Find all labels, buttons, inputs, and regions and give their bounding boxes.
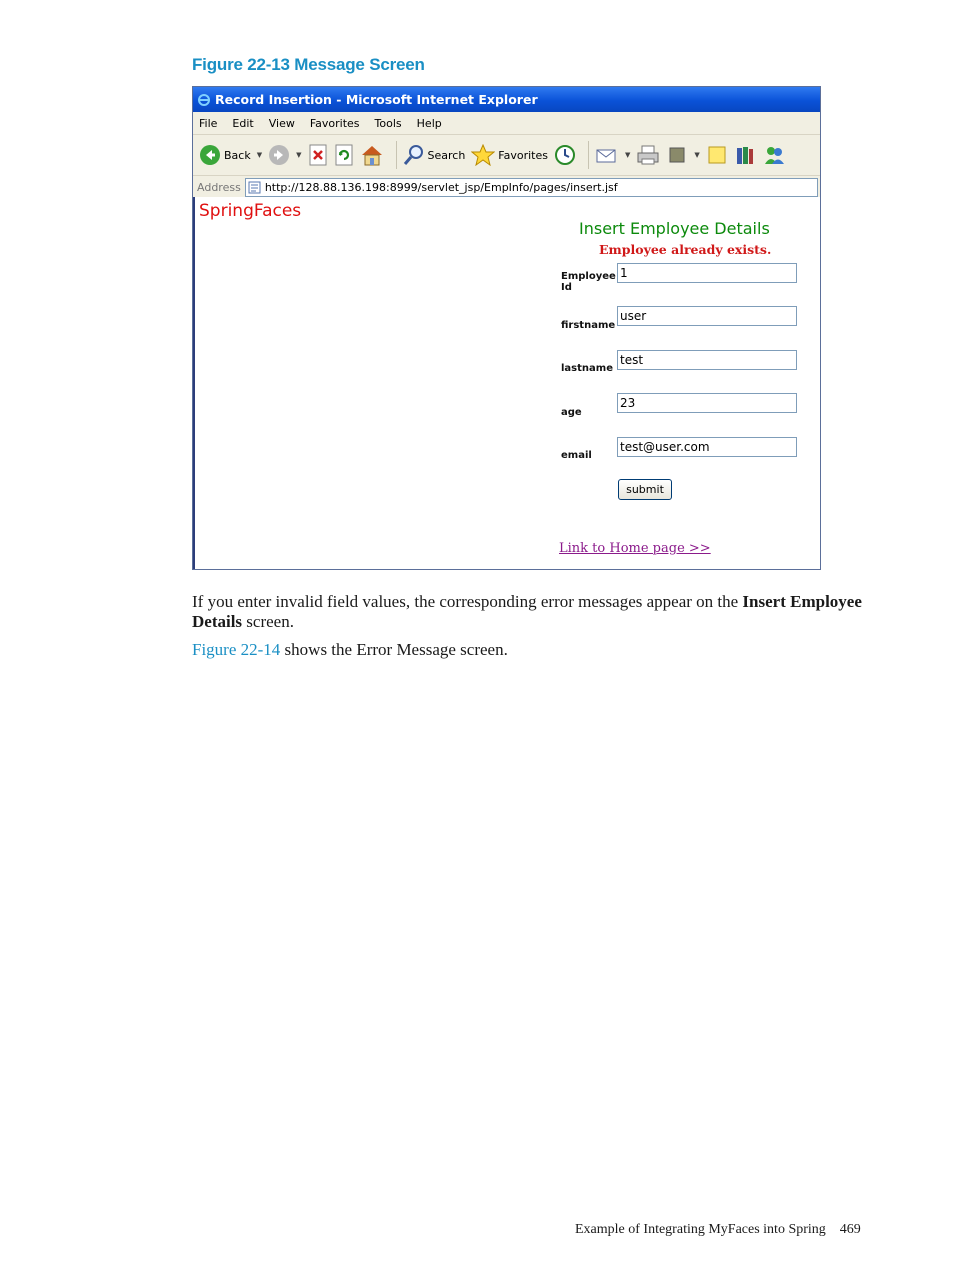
menu-bar <box>193 112 820 135</box>
refresh-button[interactable] <box>334 144 354 166</box>
back-dropdown-icon[interactable]: ▼ <box>256 151 263 159</box>
back-arrow-icon <box>199 144 221 166</box>
history-button[interactable] <box>554 144 576 166</box>
back-label: Back <box>224 148 251 162</box>
printer-icon <box>636 144 660 166</box>
research-books-icon <box>734 144 756 166</box>
mail-dropdown-icon[interactable]: ▼ <box>625 151 631 159</box>
edit-dropdown-icon[interactable]: ▼ <box>694 151 700 159</box>
favorites-label: Favorites <box>498 148 548 162</box>
refresh-icon <box>334 144 354 166</box>
forward-button[interactable] <box>268 144 290 166</box>
research-button[interactable] <box>734 144 756 166</box>
back-button[interactable] <box>199 144 251 166</box>
menu-favorites[interactable]: Favorites <box>309 116 360 130</box>
para1-bold: Insert Employee Details <box>192 592 862 631</box>
address-label: Address <box>197 180 241 194</box>
mail-icon <box>595 144 619 166</box>
para2-text: shows the Error Message screen. <box>280 640 508 659</box>
brand-title: SpringFaces <box>199 201 302 221</box>
field-label-firstname: firstname <box>561 320 616 331</box>
search-label: Search <box>427 148 466 162</box>
edit-icon <box>666 144 688 166</box>
menu-view[interactable]: View <box>268 116 295 130</box>
toolbar <box>193 135 820 176</box>
print-button[interactable] <box>636 144 660 166</box>
field-label-line: Id <box>561 282 572 293</box>
favorites-button[interactable] <box>471 144 548 166</box>
window-titlebar <box>193 87 820 112</box>
employee-id-input[interactable]: 1 <box>617 263 797 283</box>
address-bar <box>193 176 820 199</box>
field-label-age: age <box>561 407 582 418</box>
toolbar-separator <box>396 141 397 169</box>
field-label-email: email <box>561 450 592 461</box>
email-input[interactable]: test@user.com <box>617 437 797 457</box>
firstname-input[interactable]: user <box>617 306 797 326</box>
search-button[interactable] <box>403 144 466 166</box>
menu-help[interactable]: Help <box>416 116 442 130</box>
messenger-button[interactable] <box>762 144 786 166</box>
browser-screenshot <box>192 86 821 570</box>
home-icon <box>360 144 384 166</box>
stop-button[interactable] <box>308 144 328 166</box>
search-icon <box>403 144 425 166</box>
mail-button[interactable] <box>595 144 619 166</box>
star-icon <box>471 144 495 166</box>
address-input[interactable] <box>245 178 818 197</box>
edit-button[interactable] <box>666 144 688 166</box>
page-icon <box>248 181 261 194</box>
toolbar-separator <box>588 141 589 169</box>
field-label-employee-id <box>561 271 616 293</box>
window-title: Record Insertion - Microsoft Internet Explorer <box>215 92 538 107</box>
forward-dropdown-icon[interactable]: ▼ <box>296 151 302 159</box>
lastname-input[interactable]: test <box>617 350 797 370</box>
para1-suffix: screen. <box>242 612 294 631</box>
ie-logo-icon <box>197 93 211 107</box>
error-message: Employee already exists. <box>599 242 772 257</box>
figure-caption: Figure 22-13 Message Screen <box>192 55 425 74</box>
body-paragraph-1 <box>192 592 882 632</box>
forward-arrow-icon <box>268 144 290 166</box>
figure-xref-link[interactable]: Figure 22-14 <box>192 640 281 659</box>
age-input[interactable]: 23 <box>617 393 797 413</box>
page-content <box>193 197 820 569</box>
history-icon <box>554 144 576 166</box>
discuss-button[interactable] <box>706 144 728 166</box>
stop-icon <box>308 144 328 166</box>
para1-text: If you enter invalid field values, the corresponding error messages appear on the <box>192 592 743 611</box>
body-paragraph-2 <box>192 640 882 660</box>
note-icon <box>706 144 728 166</box>
home-page-link[interactable]: Link to Home page >> <box>559 541 711 556</box>
field-label-lastname: lastname <box>561 363 613 374</box>
menu-file[interactable]: File <box>199 116 218 130</box>
home-button[interactable] <box>360 144 384 166</box>
page-footer <box>575 1222 861 1238</box>
address-url: http://128.88.136.198:8999/servlet_jsp/EmpInfo/pages/insert.jsf <box>264 180 618 194</box>
footer-section-title: Example of Integrating MyFaces into Spring <box>575 1222 826 1237</box>
messenger-icon <box>762 144 786 166</box>
menu-edit[interactable]: Edit <box>232 116 254 130</box>
field-label-line: Employee <box>561 271 616 282</box>
menu-tools[interactable]: Tools <box>374 116 402 130</box>
page-number: 469 <box>839 1222 861 1237</box>
form-title: Insert Employee Details <box>579 219 770 238</box>
submit-button[interactable]: submit <box>618 479 672 500</box>
